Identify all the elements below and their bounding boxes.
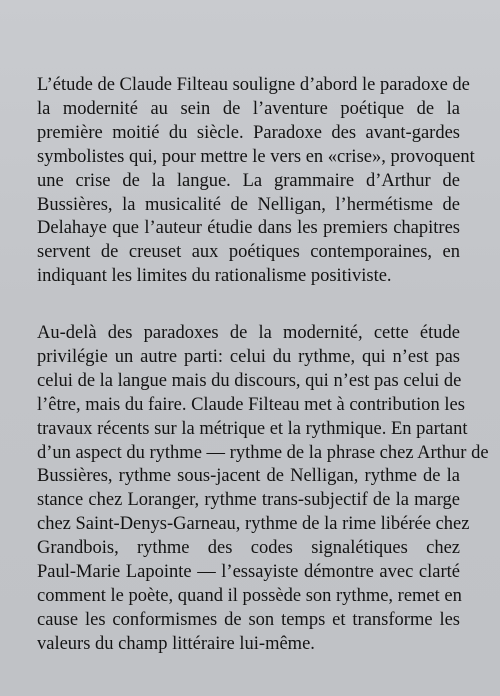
paragraph-2-line: Au-delà des paradoxes de la modernité, cette étude [37,323,460,343]
paragraph-1-line: servent de creuset aux poétiques contemporaines, en [37,242,460,263]
paragraph-2-line: cause les conformismes de son temps et transforme les [37,609,460,630]
paragraph-1-line: une crise de la langue. La grammaire d’Arthur de [37,170,460,191]
paragraph-1-line: la modernité au sein de l’aventure poétique de la [37,98,460,119]
paragraph-2-line: comment le poète, quand il possède son rythme, remet en [37,585,462,606]
paragraph-2-line: privilégie un autre parti: celui du rythme, qui n’est pas [37,346,460,367]
paragraph-2-line: stance chez Loranger, rythme trans-subjectif de la marge [37,490,460,511]
paragraph-2-line: Paul-Marie Lapointe — l’essayiste démontre avec clarté [37,562,460,583]
paragraph-2-line: valeurs du champ littéraire lui-même. [37,633,315,654]
paragraph-2 [37,322,489,657]
paragraph-1-line: Delahaye que l’auteur étudie dans les premiers chapitres [37,218,460,239]
paragraph-2-line: chez Saint-Denys-Garneau, rythme de la rime libérée chez [37,514,470,535]
paragraph-1-line: indiquant les limites du rationalisme positiviste. [37,266,392,287]
paragraph-1-line: première moitié du siècle. Paradoxe des avant-gardes [37,122,460,143]
paragraph-2-line: Grandbois, rythme des codes signalétiques chez [37,538,460,559]
paragraph-2-line: Bussières, rythme sous-jacent de Nelligan, rythme de la [37,466,460,487]
paragraph-1-line: Bussières, la musicalité de Nelligan, l’hermétisme de [37,194,460,215]
paragraph-1 [37,74,475,289]
paragraph-2-line: d’un aspect du rythme — rythme de la phrase chez Arthur de [37,442,489,463]
paragraph-2-line: travaux récents sur la métrique et la rythmique. En partant [37,418,468,439]
paragraph-1-line: L’étude de Claude Filteau souligne d’abord le paradoxe de [37,75,470,95]
paragraph-2-line: l’être, mais du faire. Claude Filteau met à contribution les [37,394,465,415]
paragraph-2-line: celui de la langue mais du discours, qui n’est pas celui de [37,370,462,391]
paragraph-1-line: symbolistes qui, pour mettre le vers en «crise», provoquent [37,146,475,167]
